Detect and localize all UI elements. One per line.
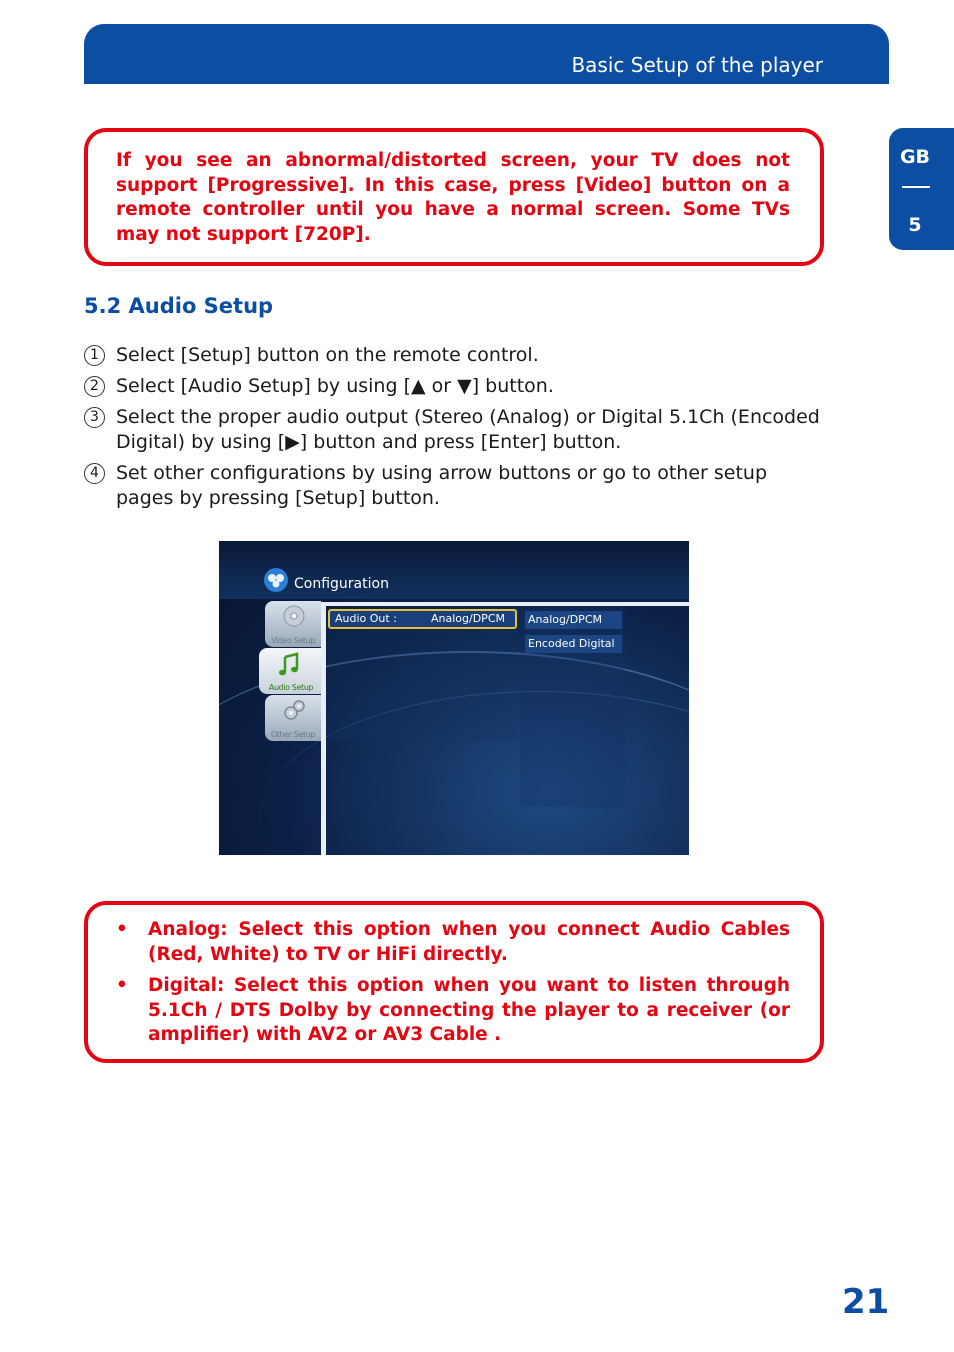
configuration-screenshot (219, 541, 689, 855)
warning-text: If you see an abnormal/distorted screen, your TV does not support [Progressive]. In this case, press [Video] button on a remote controller until you have a normal screen. Some TVs may not support [720P]. (116, 150, 790, 245)
step-marker: 2 (84, 376, 105, 397)
step-1 (84, 343, 829, 368)
music-note-icon (277, 652, 303, 678)
gears-icon (283, 699, 307, 721)
warning-box-progressive (84, 128, 824, 266)
section-heading: 5.2 Audio Setup (84, 294, 274, 318)
title-band (219, 541, 689, 599)
bullet: • (116, 919, 128, 940)
step-text: Select [Audio Setup] by using [▲ or ▼] button. (116, 375, 554, 397)
option-analog-dpcm[interactable]: Analog/DPCM (525, 611, 622, 629)
list-item-text: Analog: Select this option when you connect Audio Cables (Red, White) to TV or HiFi directly. (148, 919, 790, 965)
setting-label: Audio Out : (335, 612, 397, 625)
header-title: Basic Setup of the player (571, 53, 823, 77)
audio-mode-list (116, 918, 790, 1048)
menu-label: Audio Setup (268, 683, 314, 692)
step-3 (84, 405, 829, 455)
chapter-tab (889, 128, 954, 250)
chapter-number: 5 (908, 214, 922, 236)
instruction-steps (84, 343, 829, 517)
tab-divider (902, 186, 930, 188)
step-4 (84, 461, 829, 511)
audio-out-setting[interactable] (328, 609, 517, 629)
menu-label: Video Setup (271, 636, 315, 645)
step-marker: 4 (84, 463, 105, 484)
setting-value: Analog/DPCM (431, 612, 505, 625)
step-marker: 1 (84, 345, 105, 366)
menu-item-audio-setup[interactable] (259, 648, 323, 694)
panel-divider-horizontal (323, 602, 689, 606)
step-2 (84, 374, 829, 399)
bullet: • (116, 975, 128, 996)
list-item-analog (116, 918, 790, 967)
list-item-text: Digital: Select this option when you want to listen through 5.1Ch / DTS Dolby by connecting the player to a receiver (or amplifier) with AV2 or AV3 Cable . (148, 975, 790, 1045)
menu-item-other-setup[interactable] (265, 695, 321, 741)
panel-divider-vertical (321, 602, 326, 855)
info-box-audio-modes (84, 901, 824, 1063)
list-item-digital (116, 974, 790, 1048)
step-marker: 3 (84, 407, 105, 428)
configuration-gear-icon (263, 567, 289, 593)
configuration-title: Configuration (294, 576, 389, 592)
language-code: GB (899, 146, 931, 168)
step-text: Select the proper audio output (Stereo (Analog) or Digital 5.1Ch (Encoded Digital) by using [▶] button and press [Enter] button. (116, 406, 820, 453)
menu-label: Other Setup (270, 730, 316, 739)
step-text: Select [Setup] button on the remote control. (116, 344, 539, 366)
option-encoded-digital[interactable]: Encoded Digital (525, 635, 622, 653)
disc-icon (283, 605, 305, 627)
step-text: Set other configurations by using arrow buttons or go to other setup pages by pressing [Setup] button. (116, 462, 768, 509)
header-bar (84, 24, 889, 84)
page-number: 21 (842, 1282, 890, 1322)
menu-item-video-setup[interactable] (265, 601, 321, 647)
